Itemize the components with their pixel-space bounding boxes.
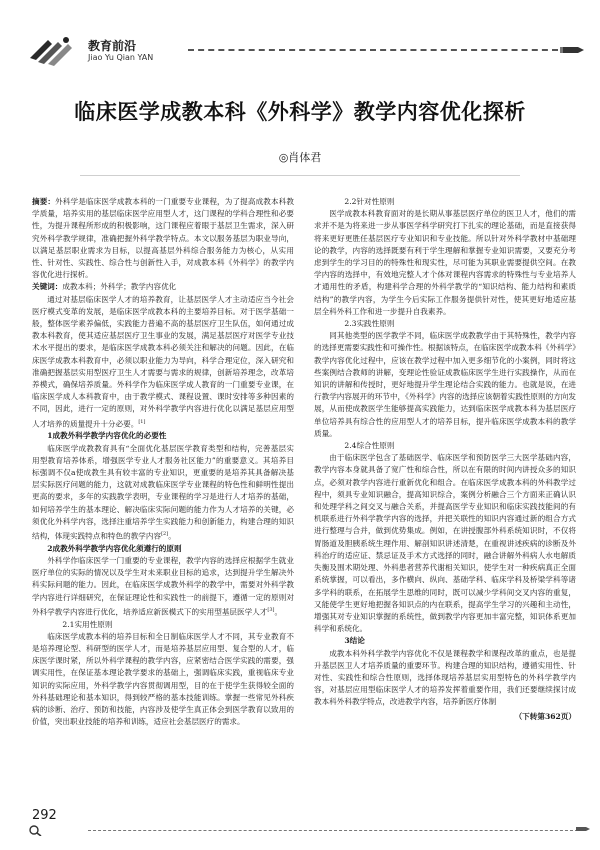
left-column bbox=[32, 196, 294, 728]
abstract-label: 摘要： bbox=[32, 197, 56, 206]
keywords-text: 成教本科；外科学；教学内容优化 bbox=[62, 282, 177, 292]
paragraph-3: 临床医学成教本科的培养目标和全日制临床医学人才不同，其专业教育不是培养理论型、科研型的医学人才，而是培养基层应用型、复合型的人才，临床医学课时紧，所以外科学课程的教学内容，应紧密结合医学实践的需要，强调实用性，在保证基本理论教学要求的基础上，强调临床实践，重视临床专业知识的实际应用，外科学教学内容贯彻调用型，目的在于使学生获得较全面的外科基础理论和基本知识，得到较严格的基本技能训练。掌握一些常见外科疾病的诊断、治疗、预防和技能，内容涉及使学生真正体会到医学教育以致用的价值，突出职业技能的培养和训练，适应社会基层医疗的需求。 bbox=[32, 631, 294, 727]
subsection-heading-2-1: 2.1实用性原则 bbox=[62, 619, 113, 629]
section-heading-1: 1成教外科学教学内容优化的必要性 bbox=[47, 431, 167, 441]
page-number: 292 bbox=[32, 808, 57, 823]
page-header bbox=[28, 30, 580, 70]
page-footer bbox=[28, 806, 588, 836]
header-divider bbox=[188, 49, 558, 51]
paragraph-1: 临床医学成教教育具有“全面优化基层医学教育类型和结构，完善基层实用型教育培养体系，增强医学专业人才服务社区能力”的重要意义。其培养目标强调不仅a使成教生具有较丰富的专业知识，更重要的是培养其具备解决基层实际医疗问题的能力，这就对成教临床医学专业课程的特色性和鲜明性提出更高的要求，多年的实践教学表明，专业课程的学习是进行人才培养的基础，如何培养学生的基本理论、解决临床实际问题的能力作为人才培养的关键，必须优化外科学内容，选择注重培养学生实践能力和创新能力，构建合理的知识结构，体现实践特点和特色的教学内容[2]。 bbox=[32, 443, 294, 541]
footer-pen-icon bbox=[576, 824, 590, 834]
paragraph-6: 由于临床医学包含了基础医学、临床医学和预防医学三大医学基础内容，教学内容本身就具备了宽广性和综合性，所以在有限的时间内讲授众多的知识点，必须对教学内容进行重新优化和组合。在临床医学成教本科的外科教学过程中，须具专业知识融合，提高知识综合，案例分析融合三个方面来正确认识和处理学科之间交叉与融合关系，并提高医学专业知识和临床实践技能间的有机联系进行外科学教学内容的选择，并把关联性的知识内容通过新的组合方式进行整理与合并，做到优势集成。例如，在讲授腹部外科系统知识时，不仅将胃肠道及胆胰系统生理作用、解剖知识讲述清楚，在重视讲述疾病的诊断及外科治疗的适应证、禁忌证及手术方式选择的同时，融合讲解外科病人水电解质失衡及围术期处理、外科患者营养代谢相关知识，使学生对一种疾病真正全面系统掌握，可以看出，多作横向、纵向、基础学科、临床学科及桥梁学科等诸多学科的联系，在拓展学生思维的同时，既可以减少学科间交叉内容的重复，又能使学生更好地把握各知识点的内在联系，提高学生学习的兴趣和主动性，增强其对专业知识掌握的系统性，做到教学内容更加丰富完整，知识体系更加科学和系统化。 bbox=[314, 453, 576, 634]
right-column bbox=[314, 196, 576, 723]
subsection-heading-2-4: 2.4综合性原则 bbox=[344, 441, 395, 451]
abstract bbox=[32, 196, 294, 281]
paragraph-7: 成教本科外科学教学内容优化不仅是课程教学和课程改革的重点，也是提升基层医卫人才培养质量的重要环节。构建合理的知识结构，遵循实用性、针对性、实践性和综合性原则，选择体现培养基层实用型特色的外科学教学内容，对基层应用型临床医学人才的培养发挥着重要作用，我们还要继续探讨成教本科外科教学特点，改进教学内容，培养新医疗体制 bbox=[314, 648, 576, 707]
keywords-label: 关键词： bbox=[32, 282, 63, 292]
footer-divider bbox=[88, 830, 578, 831]
section-pinyin: Jiao Yu Qian YAN bbox=[88, 53, 154, 62]
continued-note: （下转第362页） bbox=[514, 711, 576, 721]
magnifier-icon bbox=[28, 824, 88, 836]
pen-icon bbox=[560, 40, 584, 60]
author-name: ◎肖体君 bbox=[278, 151, 322, 164]
paragraph-4: 医学成教本科教育面对的是长期从事基层医疗单位的医卫人才，他们的需求并不是为将来进一步从事医学科学研究打下扎实的理论基础，而是直接获得将来更好更胜任基层医疗专业知识和专业技能。所以针对外科学教材中基础理论的教学，内容的选择既要有利于学生理解和掌握专业知识需要，又要充分考虑到学生的学习目的的特殊性和现实性，尽可能为其职业需要提供空间。在教学内容的选择中，有效地完整人才个体对课程内容需求的特殊性与专业培养人才通用性的矛盾，构建科学合理的外科学教学的“知识结构、能力结构和素质结构”的教学内容，为学生今后实际工作服务提供针对性，使其更好地适应基层全科外科工作和进一步提升自我素养。 bbox=[314, 209, 576, 316]
section-heading-2: 2成教外科学教学内容优化须遵行的原则 bbox=[47, 543, 182, 553]
article-title: 临床医学成教本科《外科学》教学内容优化探析 bbox=[74, 100, 526, 124]
subsection-heading-2-2: 2.2针对性原则 bbox=[344, 197, 395, 206]
intro-paragraph: 通过对基层临床医学人才的培养教育，让基层医学人才主动适应当今社会医疗模式变革的发展，是临床医学成教本科的主要培养目标。对于医学基础一般，整体医学素养偏低，实践能力普遍不高的基层医疗卫生队伍，如何通过成教本科教育，使其适应基层医疗卫生事业的发展，满足基层医疗对医学专业技术水平提出的要求，是临床医学成教本科必须关注和解决的问题。因此，在临床医学成教本科教育中，必须以职业能力为导向，科学合理定位，深入研究和准确把握基层实用型医疗卫生人才需要与需求的规律，创新培养理念，改革培养模式，确保培养质量。外科学作为临床医学成人教育的一门重要专业课，在临床医学成人本科教育中，由于教学模式、课程设置、课时安排等多种因素的不同，因此，进行一定的原则，对外科学教学内容进行优化以满足基层应用型人才培养的质量提升十分必要。[1] bbox=[32, 294, 294, 429]
section-heading-3: 3结论 bbox=[344, 636, 365, 646]
subsection-heading-2-3: 2.3实践性原则 bbox=[344, 319, 395, 329]
title-separator bbox=[80, 175, 520, 176]
paragraph-5: 同其他类型的医学教学不同，临床医学成教教学由于其特殊性，教学内容的选择更需要实践性和可操作性。根据该特点，在临床医学成教本科《外科学》教学内容优化过程中，应该在教学过程中加入更多细节化的小案例，同时将这些案例结合教师的讲解，变理论性验证成教临床医学生进行实践操作，从而在知识的讲解和传授时，更好地提升学生理论结合实践的能力。也就是说，在进行教学内容展开的环节中，《外科学》内容的选择应该朝着实践性原则的方向发展，从而使成教医学生能够提高实践能力，达到临床医学成教本科为基层医疗单位培养具有综合性的应用型人才的培养目标，提升临床医学成教本科的教学质量。 bbox=[314, 331, 576, 438]
section-title: 教育前沿 bbox=[88, 39, 137, 53]
abstract-text: 外科学是临床医学成教本科的一门重要专业课程，为了提高成教本科教学质量，培养实用的基层临床医学应用型人才，这门课程的学科合理性和必要性，为提升课程所形成的积极影响，这门课程应着眼于基层卫生需求，深入研究外科学教学规律，准确把握外科学教学特点。本文以服务基层为职业导向，以满足基层职业需求为目标，以提高基层外科综合服务能力为核心，从实用性、针对性、实践性、综合性与创新性入手，对成教本科《外科学》的教学内容优化进行探析。 bbox=[32, 197, 295, 280]
journal-logo-icon bbox=[28, 34, 74, 66]
keywords bbox=[32, 281, 294, 293]
paragraph-2: 外科学作临床医学一门重要的专业课程，教学内容的选择应根据学生就业医疗单位的实际的情况以及学生对未来职业目标的追求，达到提升学生解决外科实际问题的能力。因此，在临床医学成教外科学的教学中，需要对外科学教学内容进行详细研究，在保证理论性和实践性一的前提下，遵循一定的原则对外科学教学内容进行优化，培养适应新医模式下的实用型基层医学人才[3]。 bbox=[32, 555, 294, 617]
